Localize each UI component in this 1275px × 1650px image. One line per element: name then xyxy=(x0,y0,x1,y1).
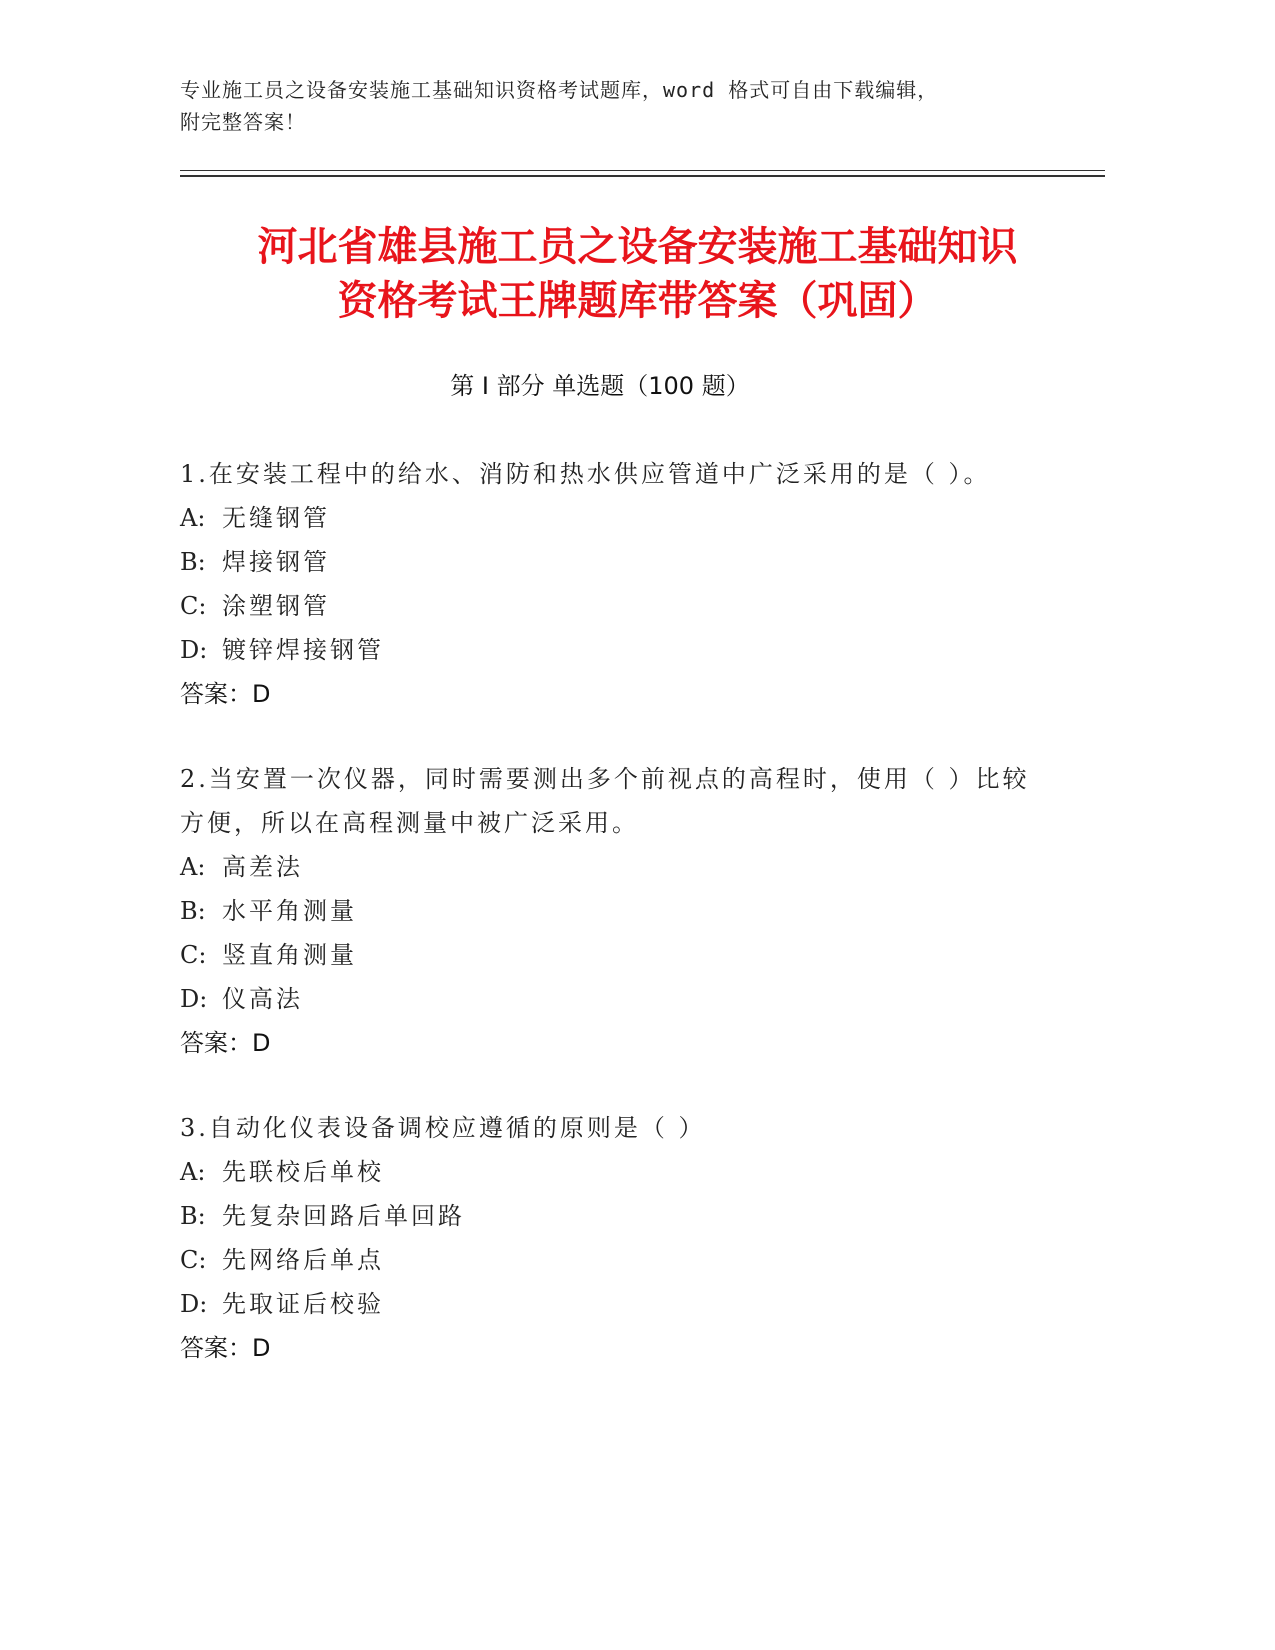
document-title-line-1: 河北省雄县施工员之设备安装施工基础知识 xyxy=(257,224,1018,270)
answer-line: 答案：D xyxy=(180,1029,271,1057)
option-text: 竖直角测量 xyxy=(222,941,357,969)
option-key: B: xyxy=(180,897,206,925)
option-d xyxy=(180,628,1040,672)
header-note xyxy=(180,74,1040,138)
option-key: D: xyxy=(180,1290,208,1318)
option-key: B: xyxy=(180,548,206,576)
option-d xyxy=(180,977,1040,1021)
option-key: A: xyxy=(180,853,206,881)
option-text: 先网络后单点 xyxy=(222,1246,384,1274)
question-stem: 2.当安置一次仪器，同时需要测出多个前视点的高程时，使用（ ）比较方便，所以在高程测量中被广泛采用。 xyxy=(180,765,1030,837)
option-text: 仪高法 xyxy=(222,985,303,1013)
section-heading: 第 I 部分 单选题（100 题） xyxy=(450,372,750,400)
header-note-line-1: 专业施工员之设备安装施工基础知识资格考试题库，word 格式可自由下载编辑， xyxy=(180,78,939,102)
question-stem: 3.自动化仪表设备调校应遵循的原则是（ ） xyxy=(180,1114,706,1142)
option-c xyxy=(180,933,1040,977)
option-key: D: xyxy=(180,636,208,664)
question-2 xyxy=(180,757,1040,1065)
option-key: C: xyxy=(180,941,207,969)
option-text: 先复杂回路后单回路 xyxy=(222,1202,465,1230)
question-3 xyxy=(180,1106,1040,1370)
option-c xyxy=(180,1238,1040,1282)
option-d xyxy=(180,1282,1040,1326)
option-b xyxy=(180,1194,1040,1238)
option-key: C: xyxy=(180,1246,207,1274)
header-divider-thick xyxy=(180,175,1105,177)
option-a xyxy=(180,845,1040,889)
option-key: D: xyxy=(180,985,208,1013)
option-key: A: xyxy=(180,504,206,532)
option-text: 水平角测量 xyxy=(222,897,357,925)
document-title xyxy=(150,220,1125,328)
option-a xyxy=(180,1150,1040,1194)
option-b xyxy=(180,540,1040,584)
header-note-line-2: 附完整答案！ xyxy=(180,110,306,134)
option-text: 镀锌焊接钢管 xyxy=(222,636,384,664)
option-text: 高差法 xyxy=(222,853,303,881)
option-key: B: xyxy=(180,1202,206,1230)
question-stem: 1.在安装工程中的给水、消防和热水供应管道中广泛采用的是（ ）。 xyxy=(180,460,991,488)
answer-line: 答案：D xyxy=(180,1334,271,1362)
option-a xyxy=(180,496,1040,540)
option-key: C: xyxy=(180,592,207,620)
option-b xyxy=(180,889,1040,933)
option-text: 先取证后校验 xyxy=(222,1290,384,1318)
header-divider-thin xyxy=(180,170,1105,171)
option-text: 先联校后单校 xyxy=(222,1158,384,1186)
option-text: 涂塑钢管 xyxy=(222,592,330,620)
option-c xyxy=(180,584,1040,628)
question-1 xyxy=(180,452,1040,716)
option-key: A: xyxy=(180,1158,206,1186)
option-text: 无缝钢管 xyxy=(222,504,330,532)
document-title-line-2: 资格考试王牌题库带答案（巩固） xyxy=(337,278,938,324)
answer-line: 答案：D xyxy=(180,680,271,708)
option-text: 焊接钢管 xyxy=(222,548,330,576)
